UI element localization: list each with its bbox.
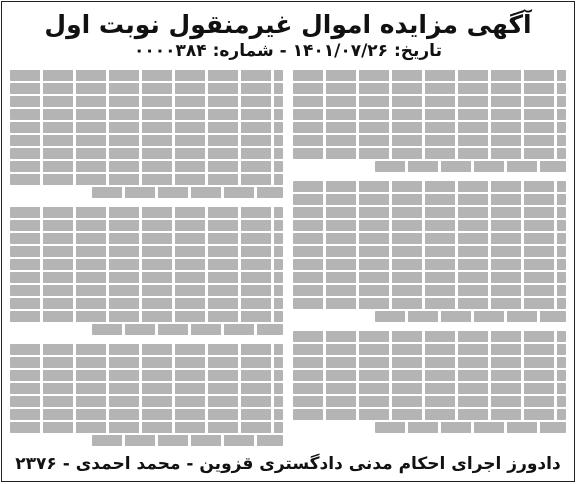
text-line-placeholder xyxy=(293,370,566,381)
text-line-placeholder xyxy=(10,409,283,420)
text-line-placeholder xyxy=(293,194,566,205)
text-line-placeholder xyxy=(293,233,566,244)
text-line-placeholder xyxy=(10,207,283,218)
text-line-placeholder xyxy=(293,298,566,309)
text-line-placeholder xyxy=(293,409,566,420)
text-line-placeholder xyxy=(293,96,566,107)
text-line-placeholder xyxy=(92,435,283,446)
paragraph-block xyxy=(293,179,566,324)
text-line-placeholder xyxy=(293,109,566,120)
text-line-placeholder xyxy=(293,357,566,368)
text-line-placeholder xyxy=(10,135,283,146)
text-line-placeholder xyxy=(293,246,566,257)
text-line-placeholder xyxy=(92,324,283,335)
text-line-placeholder xyxy=(10,396,283,407)
text-line-placeholder xyxy=(293,135,566,146)
text-line-placeholder xyxy=(293,181,566,192)
text-line-placeholder xyxy=(10,344,283,355)
text-line-placeholder xyxy=(10,122,283,133)
text-line-placeholder xyxy=(293,148,566,159)
text-line-placeholder xyxy=(10,174,283,185)
text-line-placeholder xyxy=(10,70,283,81)
text-line-placeholder xyxy=(10,83,283,94)
text-line-placeholder xyxy=(10,259,283,270)
text-line-placeholder xyxy=(375,311,566,322)
paragraph-block xyxy=(10,342,283,448)
left-column xyxy=(10,68,283,449)
notice-body xyxy=(10,68,566,449)
text-line-placeholder xyxy=(10,370,283,381)
text-line-placeholder xyxy=(293,331,566,342)
notice-date-number: تاریخ: ۱۴۰۱/۰۷/۲۶ - شماره: ۰۰۰۰۳۸۴ xyxy=(134,41,442,61)
text-line-placeholder xyxy=(10,96,283,107)
right-column xyxy=(293,68,566,449)
paragraph-block xyxy=(293,68,566,174)
text-line-placeholder xyxy=(10,109,283,120)
text-line-placeholder xyxy=(10,148,283,159)
text-line-placeholder xyxy=(375,161,566,172)
text-line-placeholder xyxy=(10,161,283,172)
text-line-placeholder xyxy=(10,311,283,322)
text-line-placeholder xyxy=(293,383,566,394)
paragraph-block xyxy=(10,205,283,337)
paragraph-block xyxy=(10,68,283,200)
text-line-placeholder xyxy=(10,383,283,394)
text-line-placeholder xyxy=(10,246,283,257)
text-line-placeholder xyxy=(293,220,566,231)
text-line-placeholder xyxy=(10,233,283,244)
text-line-placeholder xyxy=(10,298,283,309)
text-line-placeholder xyxy=(10,422,283,433)
text-line-placeholder xyxy=(293,272,566,283)
text-line-placeholder xyxy=(10,285,283,296)
notice-title: آگهی مزایده اموال غیرمنقول نوبت اول xyxy=(44,10,532,39)
text-line-placeholder xyxy=(293,396,566,407)
text-line-placeholder xyxy=(293,70,566,81)
text-line-placeholder xyxy=(10,357,283,368)
text-line-placeholder xyxy=(293,285,566,296)
signature-line: دادورز اجرای احکام مدنی دادگستری قزوین - محمد احمدی - ۲۳۷۶ xyxy=(15,454,561,474)
notice-frame xyxy=(1,1,575,482)
text-line-placeholder xyxy=(375,422,566,433)
text-line-placeholder xyxy=(293,344,566,355)
text-line-placeholder xyxy=(293,259,566,270)
paragraph-block xyxy=(293,329,566,435)
text-line-placeholder xyxy=(10,272,283,283)
text-line-placeholder xyxy=(293,207,566,218)
text-line-placeholder xyxy=(293,122,566,133)
text-line-placeholder xyxy=(293,83,566,94)
text-line-placeholder xyxy=(10,220,283,231)
text-line-placeholder xyxy=(92,187,283,198)
